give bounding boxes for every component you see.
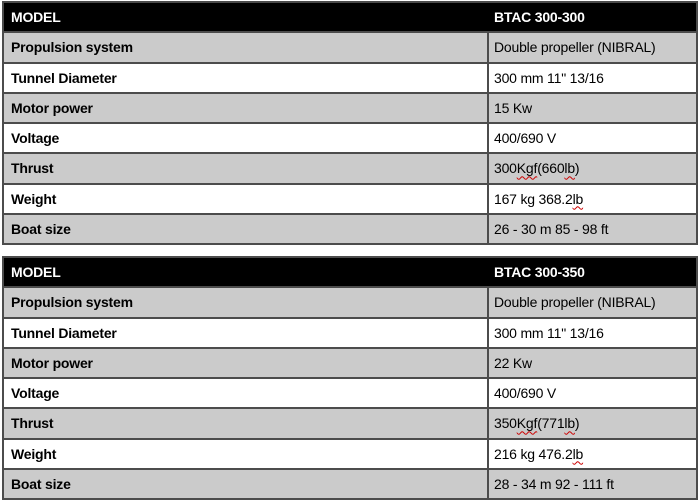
- misspelled-word: lb: [572, 190, 584, 207]
- spec-value: [487, 185, 696, 213]
- spec-label: Voltage: [11, 130, 60, 147]
- table-header-row: [4, 258, 696, 288]
- spec-label: Tunnel Diameter: [11, 324, 117, 341]
- spec-label: Motor power: [11, 354, 93, 371]
- model-header-label: MODEL: [11, 264, 61, 281]
- spec-row: [4, 33, 696, 63]
- model-header-value: BTAC 300-350: [487, 258, 696, 286]
- spec-value: 26 - 30 m 85 - 98 ft: [487, 215, 696, 243]
- spec-row: [4, 440, 696, 470]
- spec-row: [4, 185, 696, 215]
- spec-value: [487, 409, 696, 437]
- misspelled-word: Kgf: [516, 160, 538, 177]
- spec-label: Thrust: [11, 415, 54, 432]
- spec-label: Motor power: [11, 99, 93, 116]
- misspelled-word: Kgf: [516, 415, 538, 432]
- spec-value: Double propeller (NIBRAL): [487, 33, 696, 61]
- spec-value: [487, 440, 696, 468]
- spec-row: [4, 470, 696, 498]
- spec-value: 28 - 34 m 92 - 111 ft: [487, 470, 696, 498]
- spec-label: Thrust: [11, 160, 54, 177]
- value-text: (660: [537, 160, 565, 177]
- model-header-value: BTAC 300-300: [487, 3, 696, 31]
- spec-value: 300 mm 11" 13/16: [487, 64, 696, 92]
- spec-row: [4, 319, 696, 349]
- spec-row: [4, 64, 696, 94]
- spec-value: 15 Kw: [487, 94, 696, 122]
- spec-row: [4, 154, 696, 184]
- spec-row: [4, 215, 696, 243]
- value-text: 350: [494, 415, 517, 432]
- spec-table-btac-300-300: [2, 1, 698, 245]
- spec-value: 400/690 V: [487, 124, 696, 152]
- spec-label: Weight: [11, 445, 57, 462]
- spec-label: Propulsion system: [11, 294, 133, 311]
- spec-label: Boat size: [11, 220, 71, 237]
- table-header-row: [4, 3, 696, 33]
- spec-label: Propulsion system: [11, 39, 133, 56]
- value-text: ): [574, 160, 580, 177]
- spec-value: 300 mm 11" 13/16: [487, 319, 696, 347]
- value-text: 300: [494, 160, 517, 177]
- value-text: 167 kg 368.2: [494, 190, 573, 207]
- spec-row: [4, 349, 696, 379]
- spec-label: Boat size: [11, 475, 71, 492]
- spec-table-btac-300-350: [2, 256, 698, 500]
- value-text: ): [574, 415, 580, 432]
- value-text: 216 kg 476.2: [494, 445, 573, 462]
- misspelled-word: lb: [564, 415, 575, 432]
- spec-value: 400/690 V: [487, 379, 696, 407]
- model-header-label: MODEL: [11, 9, 61, 26]
- spec-row: [4, 409, 696, 439]
- value-text: (771: [537, 415, 565, 432]
- spec-label: Tunnel Diameter: [11, 69, 117, 86]
- spec-row: [4, 288, 696, 318]
- misspelled-word: lb: [572, 445, 584, 462]
- spec-value: Double propeller (NIBRAL): [487, 288, 696, 316]
- spec-value: 22 Kw: [487, 349, 696, 377]
- misspelled-word: lb: [564, 160, 575, 177]
- spec-row: [4, 379, 696, 409]
- spec-value: [487, 154, 696, 182]
- spec-row: [4, 94, 696, 124]
- spec-label: Weight: [11, 190, 57, 207]
- spec-label: Voltage: [11, 385, 60, 402]
- spec-row: [4, 124, 696, 154]
